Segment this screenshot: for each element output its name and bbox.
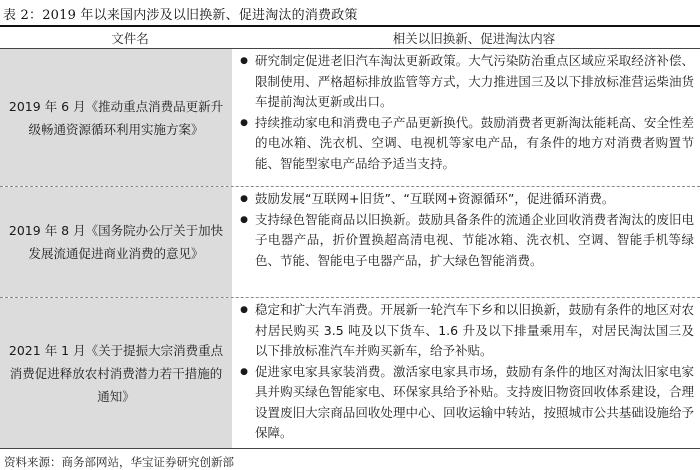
list-item xyxy=(233,113,694,175)
doc-name-cell: 2021 年 1 月《关于提振大宗消费重点消费促进释放农村消费潜力若干措施的通知》 xyxy=(0,298,233,448)
list-item-text: 鼓励发展“互联网+旧货”、“互联网+资源循环”，促进循环消费。 xyxy=(255,191,615,206)
list-item-text: 持续推动家电和消费电子产品更新换代。鼓励消费者更新淘汰能耗高、安全性差的电冰箱、洗衣机、空调、电视机等家电产品，有条件的地方对消费者购置节能、智能型家电产品给予适当支持。 xyxy=(255,114,694,171)
doc-name-cell: 2019 年 8 月《国务院办公厅关于加快发展流通促进商业消费的意见》 xyxy=(0,187,233,297)
policy-table xyxy=(0,27,700,449)
bullet-icon: ● xyxy=(240,194,248,204)
table-row xyxy=(0,187,700,298)
list-item xyxy=(233,362,694,444)
list-item-text: 支持绿色智能商品以旧换新。鼓励具备条件的流通企业回收消费者淘汰的废旧电子电器产品，折价置换超高清电视、节能冰箱、洗衣机、空调、智能手机等绿色、节能、智能电子电器产品，扩大绿色智能消费。 xyxy=(255,211,694,268)
header-doc: 文件名 xyxy=(111,30,149,46)
bullet-icon: ● xyxy=(240,56,248,66)
table-header xyxy=(0,27,700,49)
doc-name-cell: 2019 年 6 月《推动重点消费品更新升级畅通资源循环利用实施方案》 xyxy=(0,49,233,186)
bullet-icon: ● xyxy=(240,214,248,225)
source-note: 资料来源：商务部网站，华宝证券研究创新部 xyxy=(4,455,234,469)
list-item-text: 研究制定促进老旧汽车淘汰更新政策。大气污染防治重点区域应采取经济补偿、限制使用、严格超标排放监管等方式，大力推进国三及以下排放标准营运柴油货车提前淘汰更新或出口。 xyxy=(255,53,694,109)
bullet-icon: ● xyxy=(240,117,248,128)
list-item-text: 稳定和扩大汽车消费。开展新一轮汽车下乡和以旧换新，鼓励有条件的地区对农村居民购买 3.5 吨及以下货车、1.6 升及以下排量乘用车，对居民淘汰国三及以下排放标准汽车并购买新车，给予补贴。 xyxy=(255,302,694,358)
list-item xyxy=(233,300,694,362)
list-item-text: 促进家电家具家装消费。激活家电家具市场，鼓励有条件的地区对淘汰旧家电家具并购买绿色智能家电、环保家具给予补贴。支持废旧物资回收体系建设，合理设置废旧大宗商品回收处理中心、回收运输中转站，按照城市公共基础设施给予保障。 xyxy=(255,363,694,440)
header-content: 相关以旧换新、促进淘汰内容 xyxy=(392,30,556,46)
content-cell xyxy=(233,187,700,297)
bullet-icon: ● xyxy=(240,366,248,377)
table-caption: 表 2：2019 年以来国内涉及以旧换新、促进淘汰的消费政策 xyxy=(3,8,358,23)
list-item xyxy=(233,51,694,113)
list-item xyxy=(233,189,694,210)
list-item xyxy=(233,210,694,272)
table-row xyxy=(0,49,700,187)
bullet-icon: ● xyxy=(240,305,248,315)
content-cell xyxy=(233,49,700,186)
content-cell xyxy=(233,298,700,448)
table-row xyxy=(0,298,700,449)
